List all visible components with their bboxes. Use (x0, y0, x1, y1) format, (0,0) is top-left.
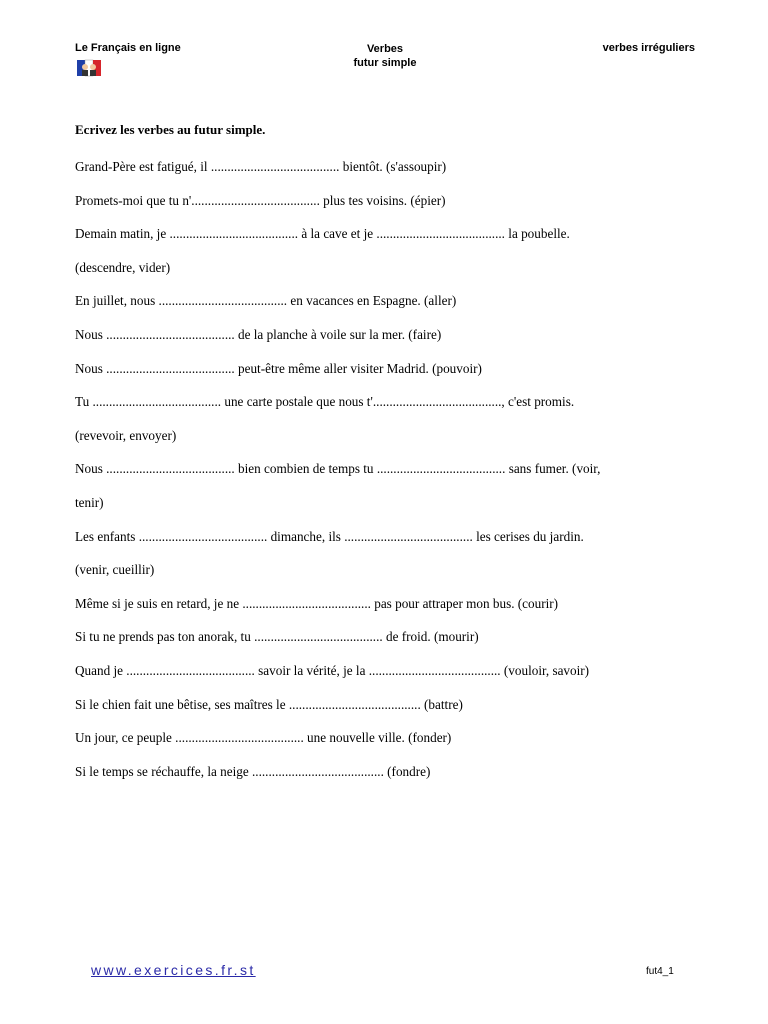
exercise-line: Grand-Père est fatigué, il ....................................... bientôt. (s'assoupir) (75, 159, 447, 174)
exercise-instruction: Ecrivez les verbes au futur simple. (75, 122, 266, 137)
exercise-line: tenir) (75, 494, 104, 510)
footer-page-code: fut4_1 (646, 966, 674, 977)
exercise-line: Les enfants ....................................... dimanche, ils ....................................... les cerises du jardin. (75, 528, 584, 544)
exercise-line: Si le temps se réchauffe, la neige ........................................ (fondre) (75, 763, 431, 779)
exercise-line: Promets-moi que tu n'....................................... plus tes voisins. (épier) (75, 192, 446, 208)
header-topic-line2: futur simple (353, 57, 417, 69)
exercise-line: (revevoir, envoyer) (75, 427, 177, 443)
exercise-line: En juillet, nous ....................................... en vacances en Espagne. (aller) (75, 293, 457, 309)
exercise-line: Nous ....................................... bien combien de temps tu ....................................... sans fumer. (voir, (75, 461, 601, 477)
exercise-line: Un jour, ce peuple ....................................... une nouvelle ville. (fonder) (75, 730, 452, 746)
exercise-line: (descendre, vider) (75, 259, 171, 275)
exercise-line: Si tu ne prends pas ton anorak, tu ....................................... de froid. (mourir) (75, 629, 479, 645)
exercise-line: Tu ....................................... une carte postale que nous t'......................................., c'est promis. (75, 394, 575, 410)
exercise-line: Même si je suis en retard, je ne ....................................... pas pour attraper mon bus. (courir) (75, 595, 559, 611)
header-site-name: Le Français en ligne (75, 42, 181, 54)
french-flag-logo-icon (77, 58, 101, 78)
exercise-line: Quand je ....................................... savoir la vérité, je la ........................................ (vouloir, savoir) (75, 662, 590, 678)
exercise-line: Nous ....................................... de la planche à voile sur la mer. (faire) (75, 326, 442, 342)
header-topic-line1: Verbes (366, 43, 404, 55)
footer-website-link[interactable]: www.exercices.fr.st (91, 962, 256, 978)
exercise-line: (venir, cueillir) (75, 562, 155, 578)
exercise-line: Demain matin, je ....................................... à la cave et je ....................................... la poubelle. (75, 226, 570, 242)
exercise-line: Nous ....................................... peut-être même aller visiter Madrid. (pouvoir) (75, 360, 482, 376)
exercise-text (75, 150, 700, 788)
exercise-line: Si le chien fait une bêtise, ses maîtres le ........................................ (battre) (75, 696, 463, 712)
page-header (75, 42, 695, 82)
header-category: verbes irréguliers (602, 42, 695, 54)
